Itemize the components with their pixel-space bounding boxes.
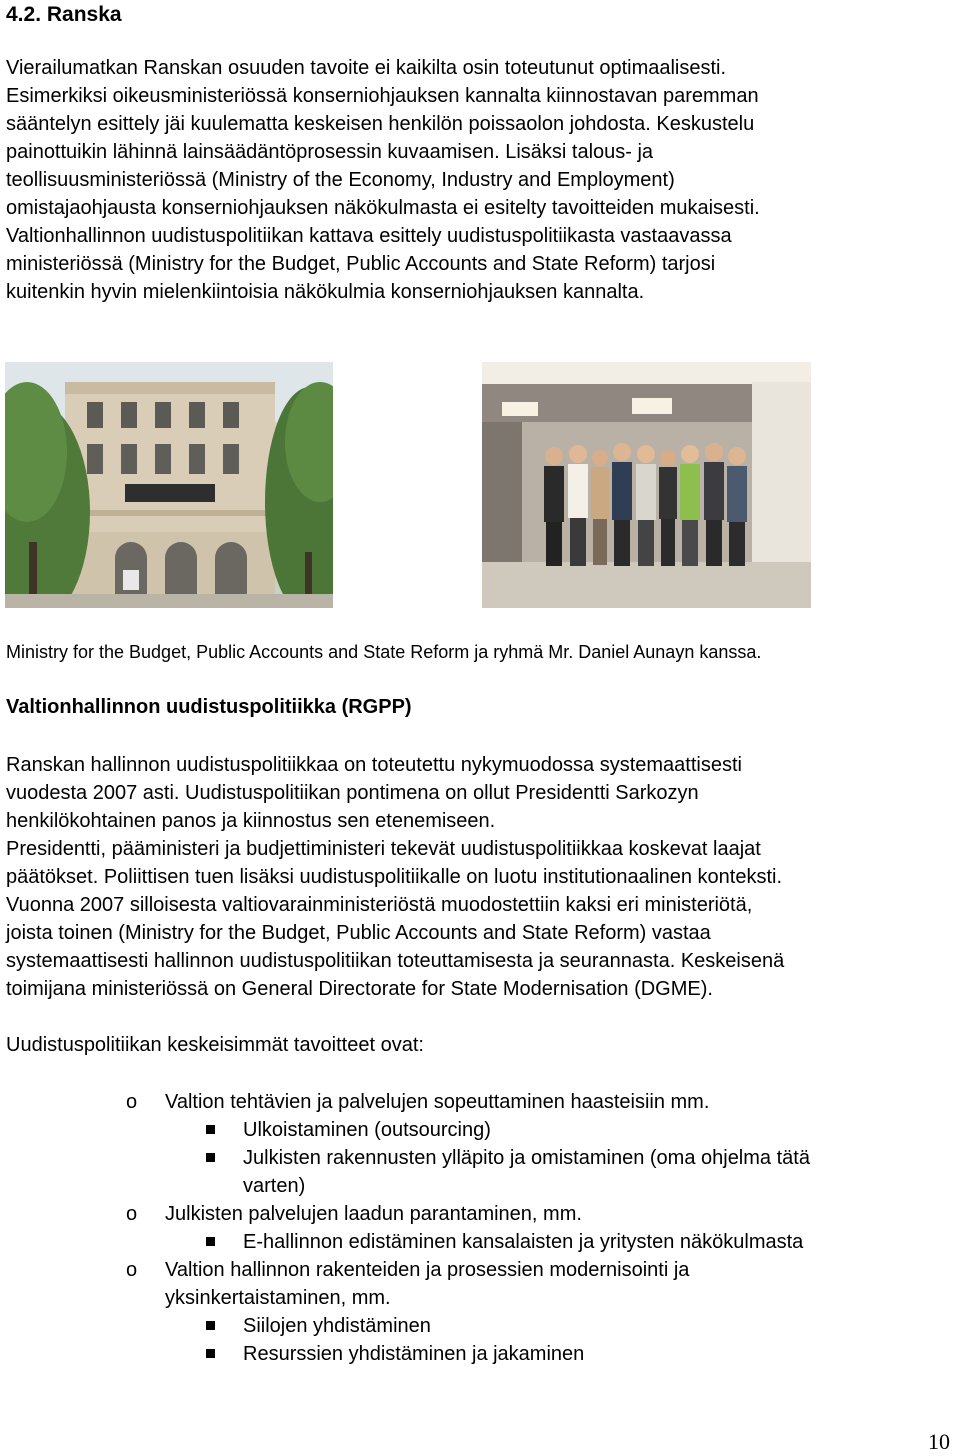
page-number: 10: [928, 1429, 950, 1454]
goals-intro: Uudistuspolitiikan keskeisimmät tavoitteet ovat:: [6, 1034, 424, 1056]
text-line: systemaattisesti hallinnon uudistuspolitiikan toteuttamisesta ja seurannasta. Keskeisenä: [6, 950, 785, 972]
list-bullet: o: [126, 1091, 138, 1113]
sub-list-item: Siilojen yhdistäminen: [243, 1315, 431, 1337]
text-line: vuodesta 2007 asti. Uudistuspolitiikan pontimena on ollut Presidentti Sarkozyn: [6, 782, 699, 804]
group-photo: [482, 362, 811, 608]
list-item-continuation: yksinkertaistaminen, mm.: [165, 1287, 391, 1309]
text-line: henkilökohtainen panos ja kiinnostus sen etenemiseen.: [6, 810, 496, 832]
list-item: Valtion hallinnon rakenteiden ja prosessien modernisointi ja: [165, 1259, 690, 1281]
square-bullet-icon: [206, 1237, 215, 1246]
text-line: Ranskan hallinnon uudistuspolitiikkaa on toteutettu nykymuodossa systemaattisesti: [6, 754, 742, 776]
square-bullet-icon: [206, 1349, 215, 1358]
sub-list-item: Julkisten rakennusten ylläpito ja omistaminen (oma ohjelma tätä: [243, 1147, 810, 1169]
text-line: Vuonna 2007 silloisesta valtiovarainministeriöstä muodostettiin kaksi eri ministeriötä,: [6, 894, 753, 916]
sub-list-item-continuation: varten): [243, 1175, 306, 1197]
text-line: sääntelyn esittely jäi kuulematta keskeisen henkilön poissaolon johdosta. Keskustelu: [6, 113, 755, 135]
sub-list-item: E-hallinnon edistäminen kansalaisten ja yritysten näkökulmasta: [243, 1231, 804, 1253]
text-line: painottuikin lähinnä lainsäädäntöprosessin kuvaamisen. Lisäksi talous- ja: [6, 141, 654, 163]
square-bullet-icon: [206, 1125, 215, 1134]
sub-list-item: Resurssien yhdistäminen ja jakaminen: [243, 1343, 585, 1365]
square-bullet-icon: [206, 1153, 215, 1162]
text-line: teollisuusministeriössä (Ministry of the Economy, Industry and Employment): [6, 169, 675, 191]
list-item: Valtion tehtävien ja palvelujen sopeuttaminen haasteisiin mm.: [165, 1091, 710, 1113]
list-bullet: o: [126, 1203, 138, 1225]
list-item: Julkisten palvelujen laadun parantaminen, mm.: [165, 1203, 582, 1225]
square-bullet-icon: [206, 1321, 215, 1330]
text-line: ministeriössä (Ministry for the Budget, Public Accounts and State Reform) tarjosi: [6, 253, 716, 275]
text-line: Esimerkiksi oikeusministeriössä konserniohjauksen kannalta kiinnostavan paremman: [6, 85, 759, 107]
list-bullet: o: [126, 1259, 138, 1281]
photo-caption: Ministry for the Budget, Public Accounts and State Reform ja ryhmä Mr. Daniel Aunayn kanssa.: [6, 642, 762, 662]
subheading: Valtionhallinnon uudistuspolitiikka (RGPP): [6, 696, 412, 718]
text-line: toimijana ministeriössä on General Directorate for State Modernisation (DGME).: [6, 978, 713, 1000]
sub-list-item: Ulkoistaminen (outsourcing): [243, 1119, 491, 1141]
text-line: Valtionhallinnon uudistuspolitiikan kattava esittely uudistuspolitiikasta vastaavassa: [6, 225, 732, 247]
text-line: Presidentti, pääministeri ja budjettiministeri tekevät uudistuspolitiikkaa koskevat laajat: [6, 838, 761, 860]
text-line: omistajaohjausta konserniohjauksen näkökulmasta ei esitelty tavoitteiden mukaisesti.: [6, 197, 760, 219]
text-line: kuitenkin hyvin mielenkiintoisia näkökulmia konserniohjauksen kannalta.: [6, 281, 645, 303]
text-line: päätökset. Poliittisen tuen lisäksi uudistuspolitiikalle on luotu institutionaalinen konteksti.: [6, 866, 783, 888]
ministry-building-photo: [5, 362, 333, 608]
text-line: Vierailumatkan Ranskan osuuden tavoite ei kaikilta osin toteutunut optimaalisesti.: [6, 57, 727, 79]
text-line: joista toinen (Ministry for the Budget, Public Accounts and State Reform) vastaa: [6, 922, 711, 944]
section-title: 4.2. Ranska: [6, 3, 122, 26]
